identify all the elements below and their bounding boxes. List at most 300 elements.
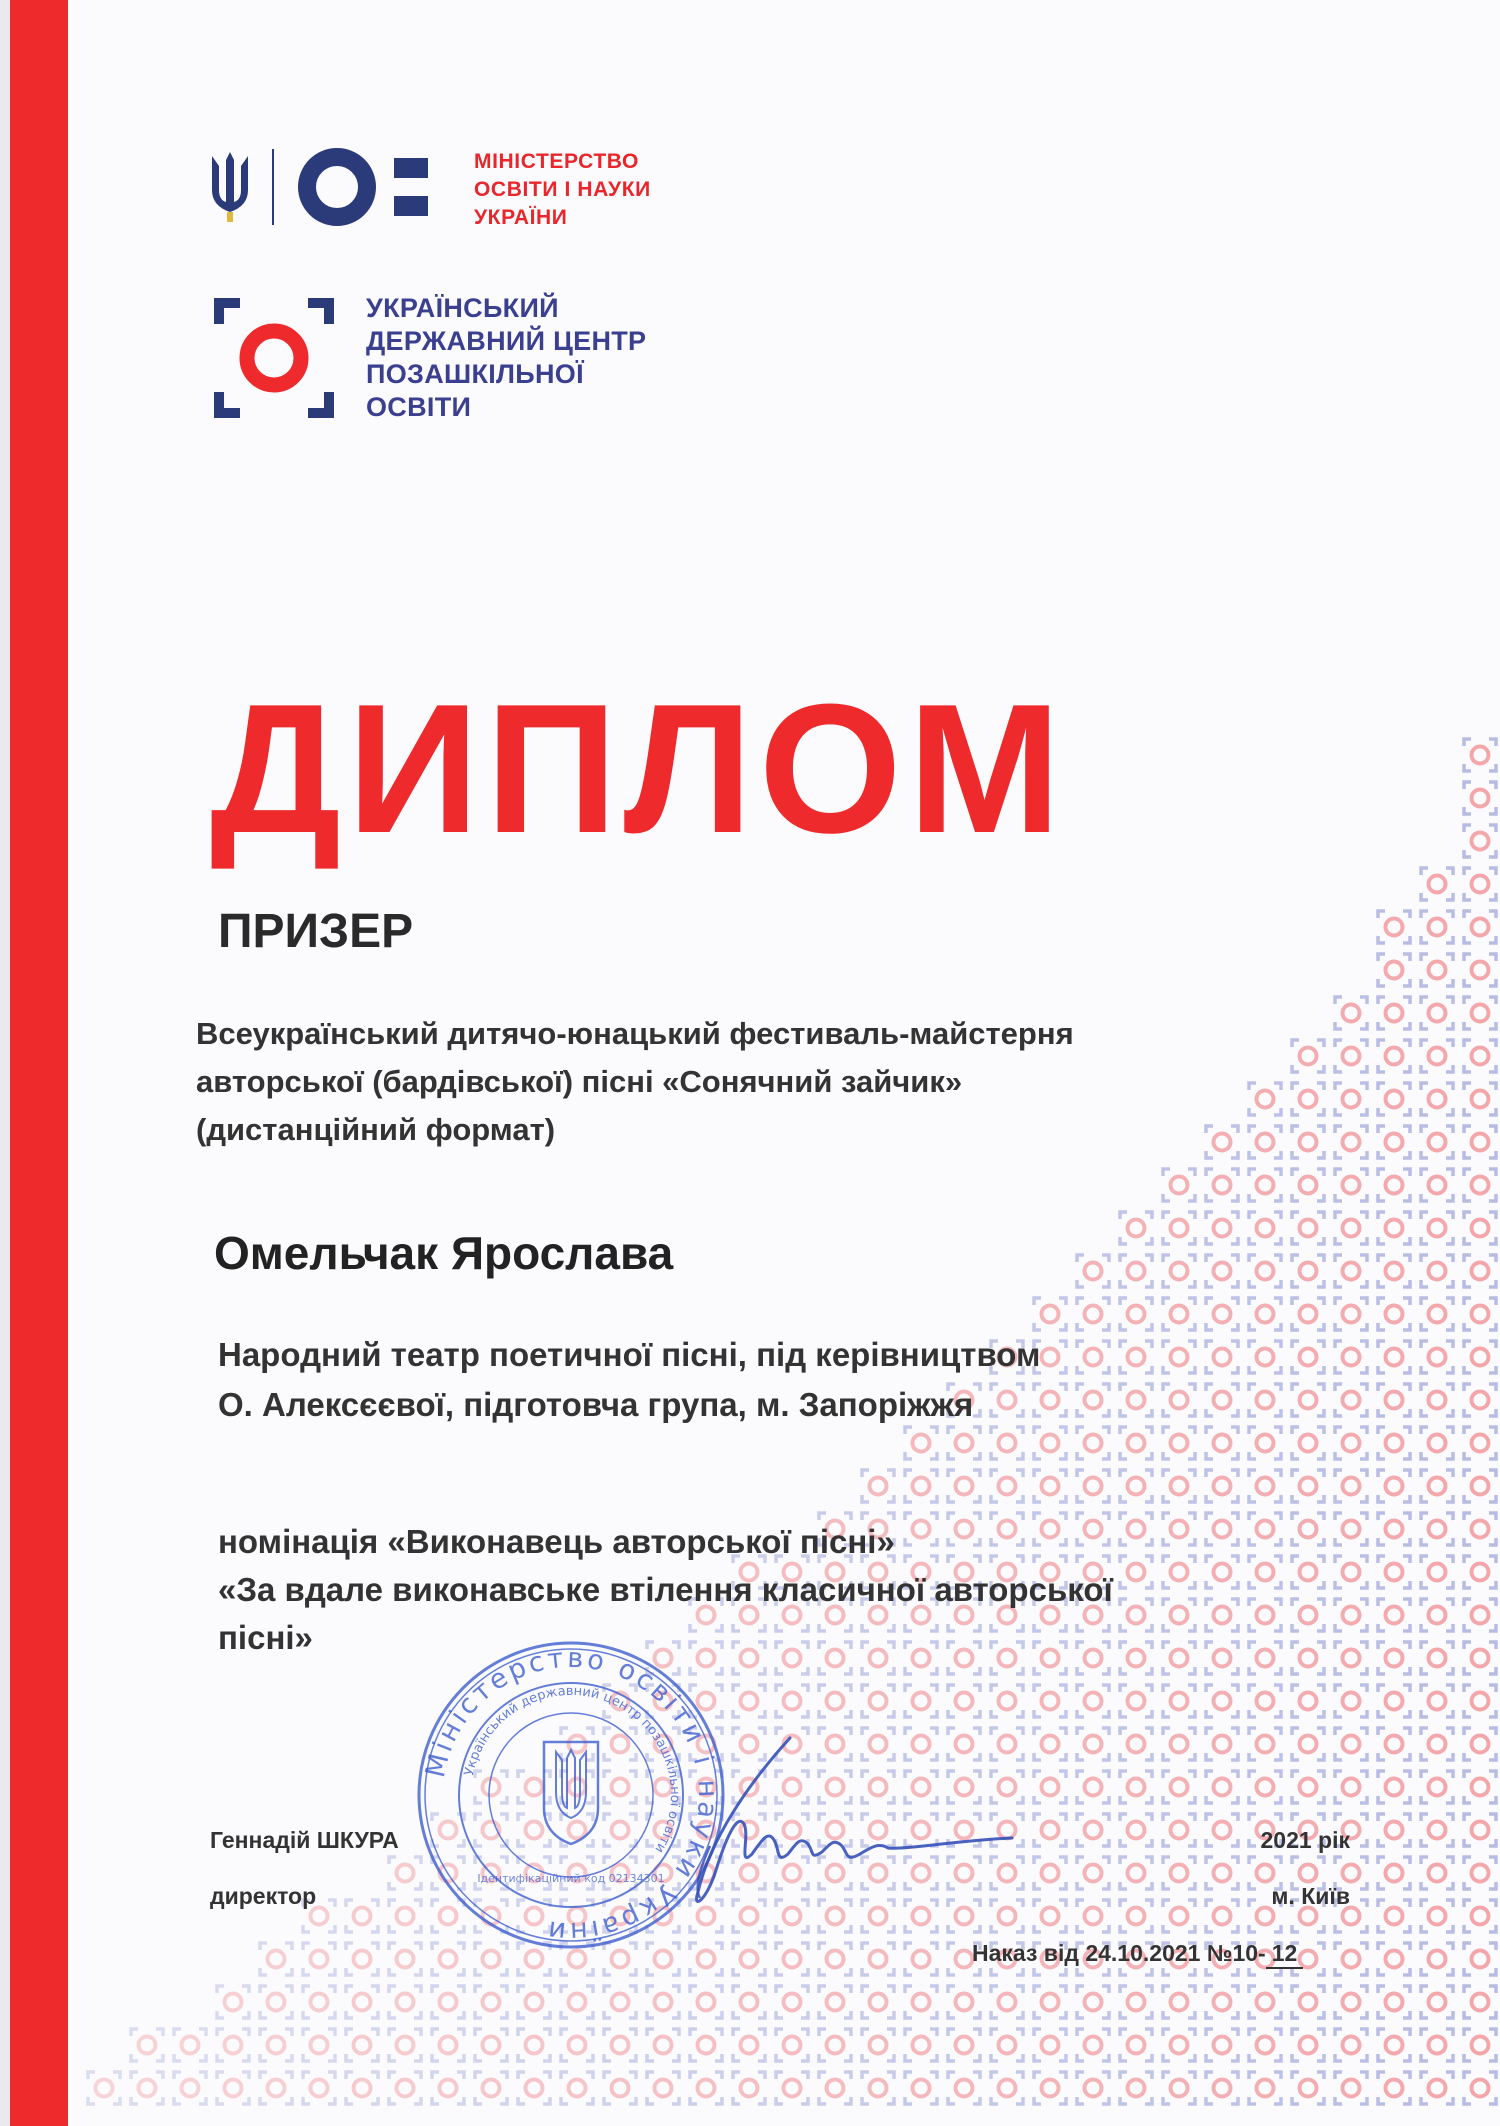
logo-divider <box>272 149 274 225</box>
pattern-mark <box>1249 1341 1281 1373</box>
pattern-mark <box>518 2072 550 2104</box>
pattern-mark <box>346 1986 378 2018</box>
pattern-mark <box>1464 825 1496 857</box>
pattern-mark <box>1464 1298 1496 1330</box>
pattern-mark <box>991 1470 1023 1502</box>
pattern-mark <box>1378 1642 1410 1674</box>
pattern-mark <box>1378 1298 1410 1330</box>
pattern-mark <box>862 1943 894 1975</box>
pattern-mark <box>1335 1341 1367 1373</box>
pattern-mark <box>733 1986 765 2018</box>
pattern-mark <box>862 1470 894 1502</box>
pattern-mark <box>1378 1513 1410 1545</box>
pattern-mark <box>1163 1599 1195 1631</box>
pattern-mark <box>1421 1470 1453 1502</box>
recipient-name: Омельчак Ярослава <box>214 1227 674 1279</box>
pattern-mark <box>1206 1126 1238 1158</box>
pattern-mark <box>1335 1556 1367 1588</box>
signer-block <box>210 1812 399 1924</box>
pattern-mark <box>1335 1083 1367 1115</box>
ministry-name-line: ОСВІТИ І НАУКИ <box>474 178 651 201</box>
pattern-mark <box>733 2029 765 2061</box>
pattern-mark <box>303 2072 335 2104</box>
order-text: Наказ від 24.10.2021 №10- <box>972 1940 1266 1966</box>
pattern-mark <box>991 1427 1023 1459</box>
pattern-mark <box>1249 1685 1281 1717</box>
nomination-line: пісні» <box>218 1619 313 1656</box>
pattern-mark <box>862 2072 894 2104</box>
mon-logo-mark-icon <box>296 146 486 228</box>
pattern-mark <box>948 1986 980 2018</box>
pattern-mark <box>1163 1384 1195 1416</box>
pattern-mark <box>1249 1427 1281 1459</box>
pattern-mark <box>432 1986 464 2018</box>
pattern-mark <box>1206 1599 1238 1631</box>
director-signature <box>640 1720 1020 1920</box>
pattern-mark <box>1378 1470 1410 1502</box>
pattern-mark <box>733 2072 765 2104</box>
pattern-mark <box>1163 2072 1195 2104</box>
pattern-mark <box>1163 1427 1195 1459</box>
festival-line: авторської (бардівської) пісні «Сонячний зайчик» <box>196 1064 963 1099</box>
pattern-mark <box>1120 1599 1152 1631</box>
pattern-mark <box>1120 1427 1152 1459</box>
pattern-mark <box>1378 1685 1410 1717</box>
pattern-mark <box>1292 1212 1324 1244</box>
pattern-mark <box>1464 1341 1496 1373</box>
pattern-mark <box>1378 954 1410 986</box>
pattern-mark <box>1120 1771 1152 1803</box>
pattern-mark <box>1464 1470 1496 1502</box>
pattern-mark <box>1249 1642 1281 1674</box>
pattern-mark <box>1464 1513 1496 1545</box>
pattern-mark <box>948 2072 980 2104</box>
pattern-mark <box>819 2029 851 2061</box>
pattern-mark <box>991 2029 1023 2061</box>
pattern-mark <box>1378 1556 1410 1588</box>
pattern-mark <box>1163 1728 1195 1760</box>
pattern-mark <box>1378 1255 1410 1287</box>
pattern-mark <box>1464 1685 1496 1717</box>
nomination-line: «За вдале виконавське втілення класичної авторської <box>218 1571 1113 1608</box>
pattern-mark <box>690 1986 722 2018</box>
pattern-mark <box>1077 1255 1109 1287</box>
pattern-mark <box>1034 1470 1066 1502</box>
ministry-logo <box>208 146 486 228</box>
pattern-mark <box>1292 1513 1324 1545</box>
pattern-mark <box>905 1685 937 1717</box>
pattern-mark <box>1464 1857 1496 1889</box>
pattern-mark <box>260 1943 292 1975</box>
pattern-mark <box>1034 2072 1066 2104</box>
festival-name <box>196 1010 1074 1154</box>
pattern-mark <box>1421 1857 1453 1889</box>
pattern-mark <box>604 2029 636 2061</box>
pattern-mark <box>1292 1427 1324 1459</box>
pattern-mark <box>1249 1599 1281 1631</box>
pattern-mark <box>303 1943 335 1975</box>
pattern-mark <box>1120 1900 1152 1932</box>
ministry-name-line: УКРАЇНИ <box>474 206 568 229</box>
pattern-mark <box>1421 1384 1453 1416</box>
pattern-mark <box>1120 1341 1152 1373</box>
pattern-mark <box>1249 1255 1281 1287</box>
pattern-mark <box>1206 1212 1238 1244</box>
pattern-mark <box>1163 1513 1195 1545</box>
pattern-mark <box>1249 1212 1281 1244</box>
pattern-mark <box>1077 1384 1109 1416</box>
pattern-mark <box>1378 1814 1410 1846</box>
pattern-mark <box>475 1986 507 2018</box>
pattern-mark <box>346 2029 378 2061</box>
pattern-mark <box>776 1943 808 1975</box>
pattern-mark <box>1421 1685 1453 1717</box>
pattern-mark <box>819 1943 851 1975</box>
pattern-mark <box>1034 1814 1066 1846</box>
pattern-mark <box>217 2029 249 2061</box>
pattern-mark <box>1421 1943 1453 1975</box>
pattern-mark <box>948 1427 980 1459</box>
pattern-mark <box>1292 1728 1324 1760</box>
pattern-mark <box>1378 1599 1410 1631</box>
pattern-mark <box>1292 1040 1324 1072</box>
pattern-mark <box>819 1685 851 1717</box>
pattern-mark <box>1077 1728 1109 1760</box>
pattern-mark <box>1335 1943 1367 1975</box>
pattern-mark <box>776 1986 808 2018</box>
pattern-mark <box>1206 1642 1238 1674</box>
pattern-mark <box>1335 1298 1367 1330</box>
pattern-mark <box>1378 1083 1410 1115</box>
pattern-mark <box>604 2072 636 2104</box>
pattern-mark <box>1421 1341 1453 1373</box>
nomination-line: номінація «Виконавець авторської пісні» <box>218 1523 895 1560</box>
pattern-mark <box>1335 1771 1367 1803</box>
pattern-mark <box>1249 1126 1281 1158</box>
pattern-mark <box>1292 1470 1324 1502</box>
pattern-mark <box>1077 1900 1109 1932</box>
pattern-mark <box>1034 1298 1066 1330</box>
pattern-mark <box>1464 1900 1496 1932</box>
pattern-mark <box>1378 1986 1410 2018</box>
pattern-mark <box>1120 1513 1152 1545</box>
center-name <box>366 292 646 424</box>
pattern-mark <box>1206 1255 1238 1287</box>
pattern-mark <box>1034 1771 1066 1803</box>
pattern-mark <box>1464 1040 1496 1072</box>
pattern-mark <box>1292 1126 1324 1158</box>
pattern-mark <box>1292 1599 1324 1631</box>
pattern-mark <box>905 1986 937 2018</box>
pattern-mark <box>1034 2029 1066 2061</box>
pattern-mark <box>1249 2029 1281 2061</box>
pattern-mark <box>1292 2029 1324 2061</box>
pattern-mark <box>1163 1685 1195 1717</box>
pattern-mark <box>1077 1298 1109 1330</box>
pattern-mark <box>1077 1341 1109 1373</box>
pattern-mark <box>88 2072 120 2104</box>
pattern-mark <box>1335 2072 1367 2104</box>
pattern-mark <box>1120 1728 1152 1760</box>
pattern-mark <box>389 2072 421 2104</box>
pattern-mark <box>862 1986 894 2018</box>
pattern-mark <box>1163 1169 1195 1201</box>
pattern-mark <box>1378 1771 1410 1803</box>
trident-icon <box>208 150 252 224</box>
pattern-mark <box>1464 1771 1496 1803</box>
center-logo-icon <box>214 298 334 418</box>
pattern-mark <box>1292 1083 1324 1115</box>
pattern-mark <box>647 2072 679 2104</box>
pattern-mark <box>1120 1685 1152 1717</box>
pattern-mark <box>1464 1599 1496 1631</box>
pattern-mark <box>1464 1384 1496 1416</box>
pattern-mark <box>1335 1642 1367 1674</box>
pattern-mark <box>1163 1986 1195 2018</box>
pattern-mark <box>260 1986 292 2018</box>
pattern-mark <box>1421 1814 1453 1846</box>
pattern-mark <box>1206 1771 1238 1803</box>
pattern-mark <box>1206 2072 1238 2104</box>
pattern-mark <box>1120 2029 1152 2061</box>
pattern-mark <box>1421 1771 1453 1803</box>
pattern-mark <box>1464 2072 1496 2104</box>
pattern-mark <box>1421 1255 1453 1287</box>
pattern-mark <box>1464 868 1496 900</box>
pattern-mark <box>1034 1986 1066 2018</box>
pattern-mark <box>1378 2072 1410 2104</box>
pattern-mark <box>518 2029 550 2061</box>
pattern-mark <box>1378 997 1410 1029</box>
center-name-line: УКРАЇНСЬКИЙ <box>366 293 559 323</box>
pattern-mark <box>862 2029 894 2061</box>
pattern-mark <box>991 2072 1023 2104</box>
pattern-mark <box>1120 1470 1152 1502</box>
pattern-mark <box>1378 2029 1410 2061</box>
pattern-mark <box>1421 868 1453 900</box>
issue-year: 2021 рік <box>1260 1827 1350 1853</box>
pattern-mark <box>561 1986 593 2018</box>
pattern-mark <box>1335 1255 1367 1287</box>
pattern-mark <box>1120 1384 1152 1416</box>
pattern-mark <box>1120 1857 1152 1889</box>
pattern-mark <box>561 2072 593 2104</box>
pattern-mark <box>346 1943 378 1975</box>
pattern-mark <box>1464 782 1496 814</box>
pattern-mark <box>1163 1642 1195 1674</box>
pattern-mark <box>1421 2072 1453 2104</box>
pattern-mark <box>1163 1470 1195 1502</box>
pattern-mark <box>1464 1126 1496 1158</box>
order-number: 12 <box>1266 1940 1304 1969</box>
pattern-mark <box>1335 997 1367 1029</box>
festival-line: (дистанційний формат) <box>196 1112 556 1147</box>
ministry-name <box>474 148 651 232</box>
ministry-name-line: МІНІСТЕРСТВО <box>474 150 639 173</box>
pattern-mark <box>475 2072 507 2104</box>
pattern-mark <box>1335 1599 1367 1631</box>
pattern-mark <box>776 1685 808 1717</box>
pattern-mark <box>1206 1341 1238 1373</box>
pattern-mark <box>1120 1255 1152 1287</box>
pattern-mark <box>1077 1685 1109 1717</box>
center-name-line: ДЕРЖАВНИЙ ЦЕНТР <box>366 326 647 356</box>
group-line: Народний театр поетичної пісні, під керівництвом <box>218 1336 1041 1373</box>
pattern-mark <box>1077 1427 1109 1459</box>
pattern-mark <box>1421 1900 1453 1932</box>
pattern-mark <box>1421 1728 1453 1760</box>
pattern-mark <box>647 1986 679 2018</box>
pattern-mark <box>1163 1255 1195 1287</box>
festival-line: Всеукраїнський дитячо-юнацький фестиваль-майстерня <box>196 1016 1074 1051</box>
pattern-mark <box>131 2029 163 2061</box>
pattern-mark <box>948 1685 980 1717</box>
pattern-mark <box>1206 1298 1238 1330</box>
pattern-mark <box>1421 2029 1453 2061</box>
signer-position: директор <box>210 1883 317 1909</box>
pattern-mark <box>1206 1470 1238 1502</box>
pattern-mark <box>1034 1857 1066 1889</box>
pattern-mark <box>1034 1685 1066 1717</box>
pattern-mark <box>1421 1513 1453 1545</box>
pattern-mark <box>1421 1083 1453 1115</box>
pattern-mark <box>1077 1771 1109 1803</box>
pattern-mark <box>1120 1642 1152 1674</box>
center-name-line: ПОЗАШКІЛЬНОЇ <box>366 359 584 389</box>
pattern-mark <box>303 2029 335 2061</box>
pattern-mark <box>1378 1126 1410 1158</box>
pattern-mark <box>432 2072 464 2104</box>
pattern-mark <box>1464 1556 1496 1588</box>
pattern-mark <box>1378 1040 1410 1072</box>
pattern-mark <box>1378 1728 1410 1760</box>
pattern-mark <box>346 2072 378 2104</box>
pattern-mark <box>1421 1298 1453 1330</box>
pattern-mark <box>690 2072 722 2104</box>
order-reference <box>972 1940 1303 1969</box>
pattern-mark <box>1292 1685 1324 1717</box>
diploma-title: ДИПЛОМ <box>210 665 1068 871</box>
pattern-mark <box>1249 1384 1281 1416</box>
pattern-mark <box>1335 1470 1367 1502</box>
pattern-mark <box>1120 1556 1152 1588</box>
pattern-mark <box>1378 1384 1410 1416</box>
pattern-mark <box>1163 1298 1195 1330</box>
pattern-mark <box>1378 1341 1410 1373</box>
pattern-mark <box>690 2029 722 2061</box>
pattern-mark <box>1421 1427 1453 1459</box>
pattern-mark <box>1335 1728 1367 1760</box>
pattern-mark <box>1249 1169 1281 1201</box>
pattern-mark <box>948 2029 980 2061</box>
pattern-mark <box>1335 2029 1367 2061</box>
group-info <box>218 1330 1040 1430</box>
pattern-mark <box>1464 2029 1496 2061</box>
pattern-mark <box>1378 1900 1410 1932</box>
pattern-mark <box>991 1685 1023 1717</box>
pattern-mark <box>1163 1556 1195 1588</box>
pattern-mark <box>1249 1986 1281 2018</box>
pattern-mark <box>1421 1986 1453 2018</box>
pattern-mark <box>905 2072 937 2104</box>
pattern-mark <box>1292 1556 1324 1588</box>
pattern-mark <box>1292 1642 1324 1674</box>
pattern-mark <box>131 2072 163 2104</box>
pattern-mark <box>1335 1126 1367 1158</box>
pattern-mark <box>1464 1728 1496 1760</box>
pattern-mark <box>303 1986 335 2018</box>
stamp-inner-text: Український державний центр позашкільної освіти <box>461 1683 683 1856</box>
pattern-mark <box>776 2072 808 2104</box>
pattern-mark <box>819 2072 851 2104</box>
pattern-mark <box>1206 1556 1238 1588</box>
pattern-mark <box>1249 1470 1281 1502</box>
award-level: ПРИЗЕР <box>218 905 414 958</box>
pattern-mark <box>776 2029 808 2061</box>
pattern-mark <box>905 1943 937 1975</box>
pattern-mark <box>1464 739 1496 771</box>
pattern-mark <box>1378 1427 1410 1459</box>
pattern-mark <box>1249 1083 1281 1115</box>
pattern-mark <box>1249 1728 1281 1760</box>
pattern-mark <box>1292 1298 1324 1330</box>
pattern-mark <box>647 2029 679 2061</box>
pattern-mark <box>733 1685 765 1717</box>
pattern-mark <box>1335 1685 1367 1717</box>
pattern-mark <box>1464 1986 1496 2018</box>
pattern-mark <box>1077 1857 1109 1889</box>
pattern-mark <box>1421 1599 1453 1631</box>
pattern-mark <box>819 1986 851 2018</box>
pattern-mark <box>1335 1513 1367 1545</box>
issue-city: м. Київ <box>1271 1883 1350 1909</box>
pattern-mark <box>1206 1986 1238 2018</box>
pattern-mark <box>1206 1427 1238 1459</box>
pattern-mark <box>561 2029 593 2061</box>
pattern-mark <box>1120 1212 1152 1244</box>
pattern-mark <box>1077 1986 1109 2018</box>
pattern-mark <box>1421 997 1453 1029</box>
pattern-mark <box>1077 1470 1109 1502</box>
pattern-mark <box>1378 1169 1410 1201</box>
pattern-mark <box>1249 1556 1281 1588</box>
pattern-mark <box>1292 2072 1324 2104</box>
group-line: О. Алексєєвої, підготовча група, м. Запоріжжя <box>218 1386 974 1423</box>
pattern-mark <box>1292 1384 1324 1416</box>
pattern-mark <box>1464 1642 1496 1674</box>
pattern-mark <box>1120 1986 1152 2018</box>
stamp-ring-text: Міністерство освіти і науки України <box>419 1642 724 1948</box>
pattern-mark <box>991 1986 1023 2018</box>
pattern-mark <box>1120 2072 1152 2104</box>
pattern-mark <box>1421 1040 1453 1072</box>
pattern-mark <box>1464 1255 1496 1287</box>
pattern-mark <box>1421 954 1453 986</box>
center-name-line: ОСВІТИ <box>366 392 472 422</box>
pattern-mark <box>260 2072 292 2104</box>
pattern-mark <box>1249 1771 1281 1803</box>
pattern-mark <box>1378 1212 1410 1244</box>
pattern-mark <box>518 1986 550 2018</box>
pattern-mark <box>389 1986 421 2018</box>
pattern-mark <box>905 2029 937 2061</box>
pattern-mark <box>260 2029 292 2061</box>
pattern-mark <box>1464 1943 1496 1975</box>
pattern-mark <box>1335 1040 1367 1072</box>
pattern-mark <box>1464 954 1496 986</box>
pattern-mark <box>1206 1513 1238 1545</box>
stamp-code: Ідентифікаційний код 02134301 <box>477 1872 665 1885</box>
